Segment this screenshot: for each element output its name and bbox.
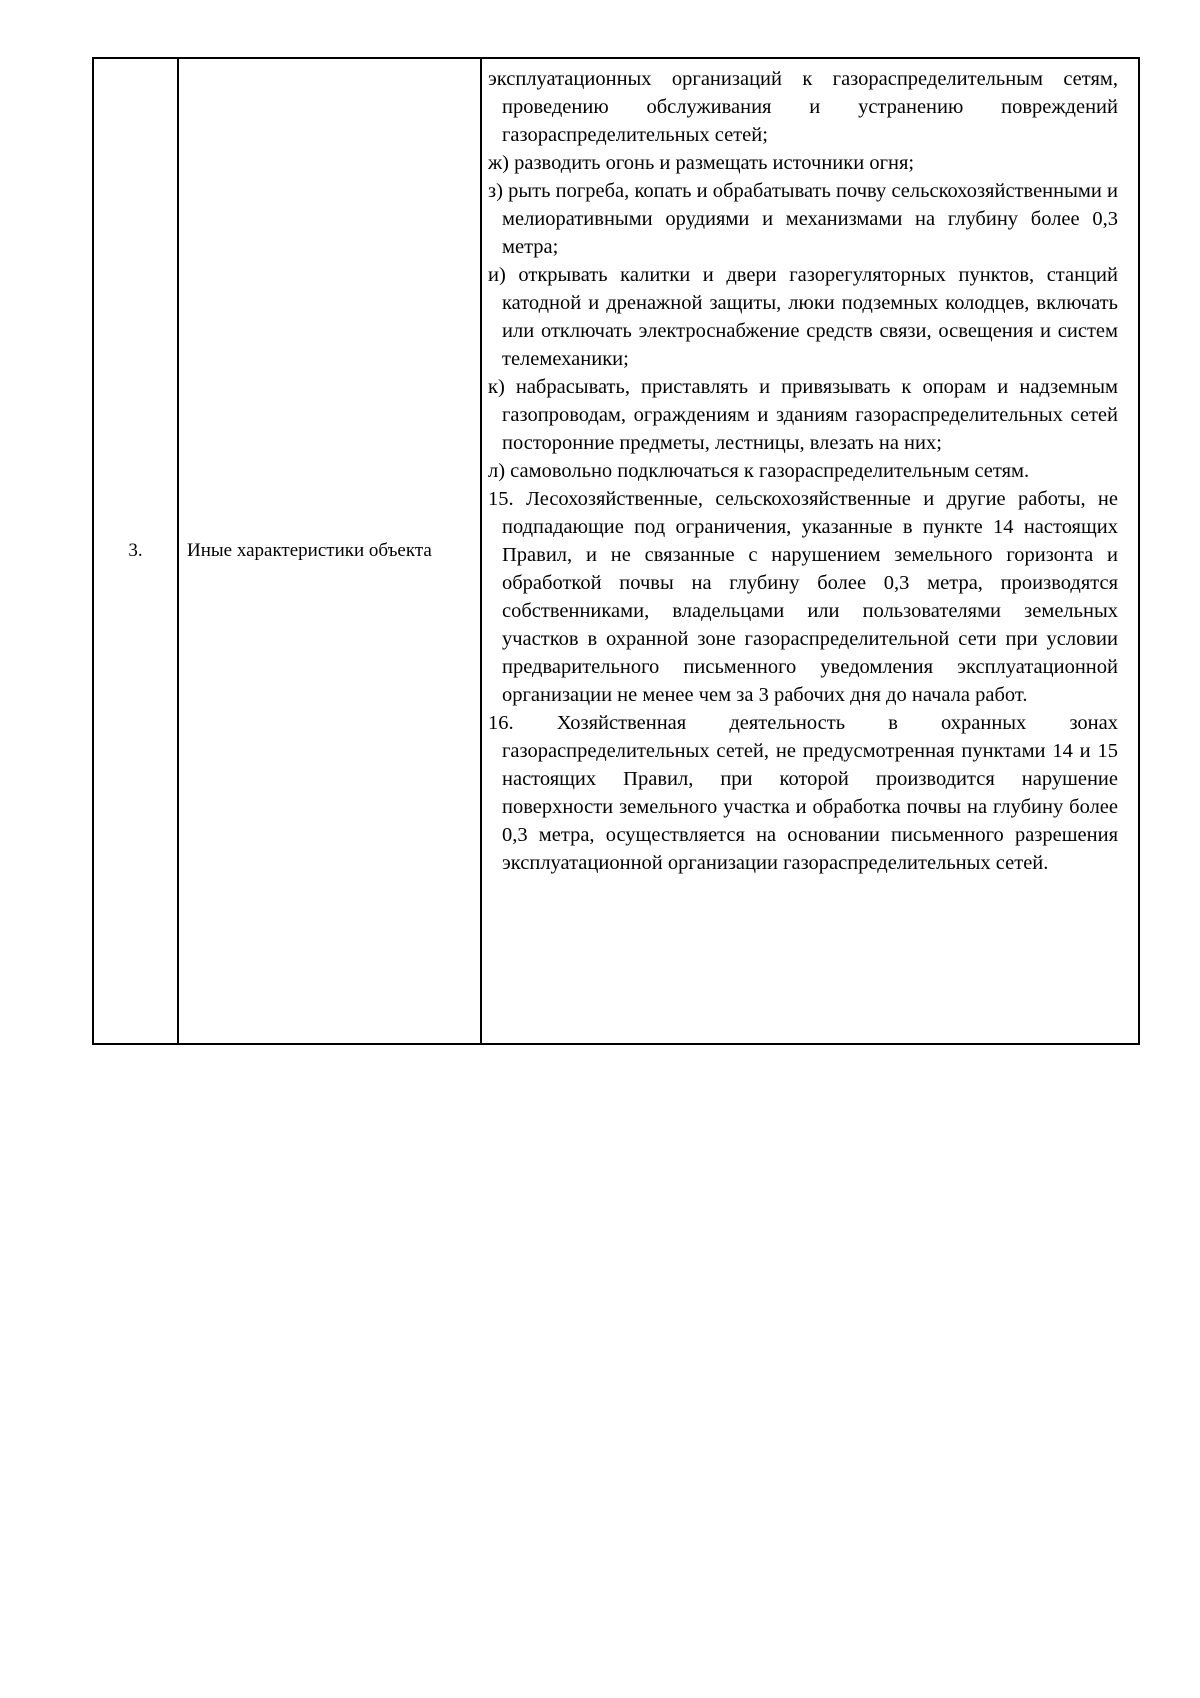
paragraph-k: к) набрасывать, приставлять и привязывать к опорам и надземным газопроводам, ограждениям и зданиям газораспределительных сетей посторонние предметы, лестницы, влезать на них;	[488, 376, 1118, 454]
paragraph-zh: ж) разводить огонь и размещать источники огня;	[488, 152, 915, 174]
row-description	[481, 58, 1139, 1044]
paragraph-z: з) рыть погреба, копать и обрабатывать почву сельскохозяйственными и мелиоративными орудиями и механизмами на глубину более 0,3 метра;	[488, 180, 1118, 258]
table-row	[93, 58, 1139, 1044]
paragraph-i: и) открывать калитки и двери газорегуляторных пунктов, станций катодной и дренажной защиты, люки подземных колодцев, включать или отключать электроснабжение средств связи, освещения и систем телемеханики;	[488, 264, 1118, 370]
paragraph-16: 16. Хозяйственная деятельность в охранных зонах газораспределительных сетей, не предусмотренная пунктами 14 и 15 настоящих Правил, при которой производится нарушение поверхности земельного участка и обработка почвы на глубину более 0,3 метра, осуществляется на основании письменного разрешения эксплуатационной организации газораспределительных сетей.	[488, 712, 1118, 874]
paragraph-l: л) самовольно подключаться к газораспределительным сетям.	[488, 460, 1030, 482]
paragraph-15: 15. Лесохозяйственные, сельскохозяйственные и другие работы, не подпадающие под ограничения, указанные в пункте 14 настоящих Правил, и не связанные с нарушением земельного горизонта и обработкой почвы на глубину более 0,3 метра, производятся собственниками, владельцами или пользователями земельных участков в охранной зоне газораспределительной сети при условии предварительного письменного уведомления эксплуатационной организации не менее чем за 3 рабочих дня до начала работ.	[488, 488, 1118, 706]
row-number: 3.	[93, 58, 178, 1044]
characteristics-table	[92, 57, 1140, 1045]
paragraph-continuation: эксплуатационных организаций к газораспределительным сетям, проведению обслуживания и устранению повреждений газораспределительных сетей;	[488, 68, 1118, 146]
row-name: Иные характеристики объекта	[178, 58, 481, 1044]
